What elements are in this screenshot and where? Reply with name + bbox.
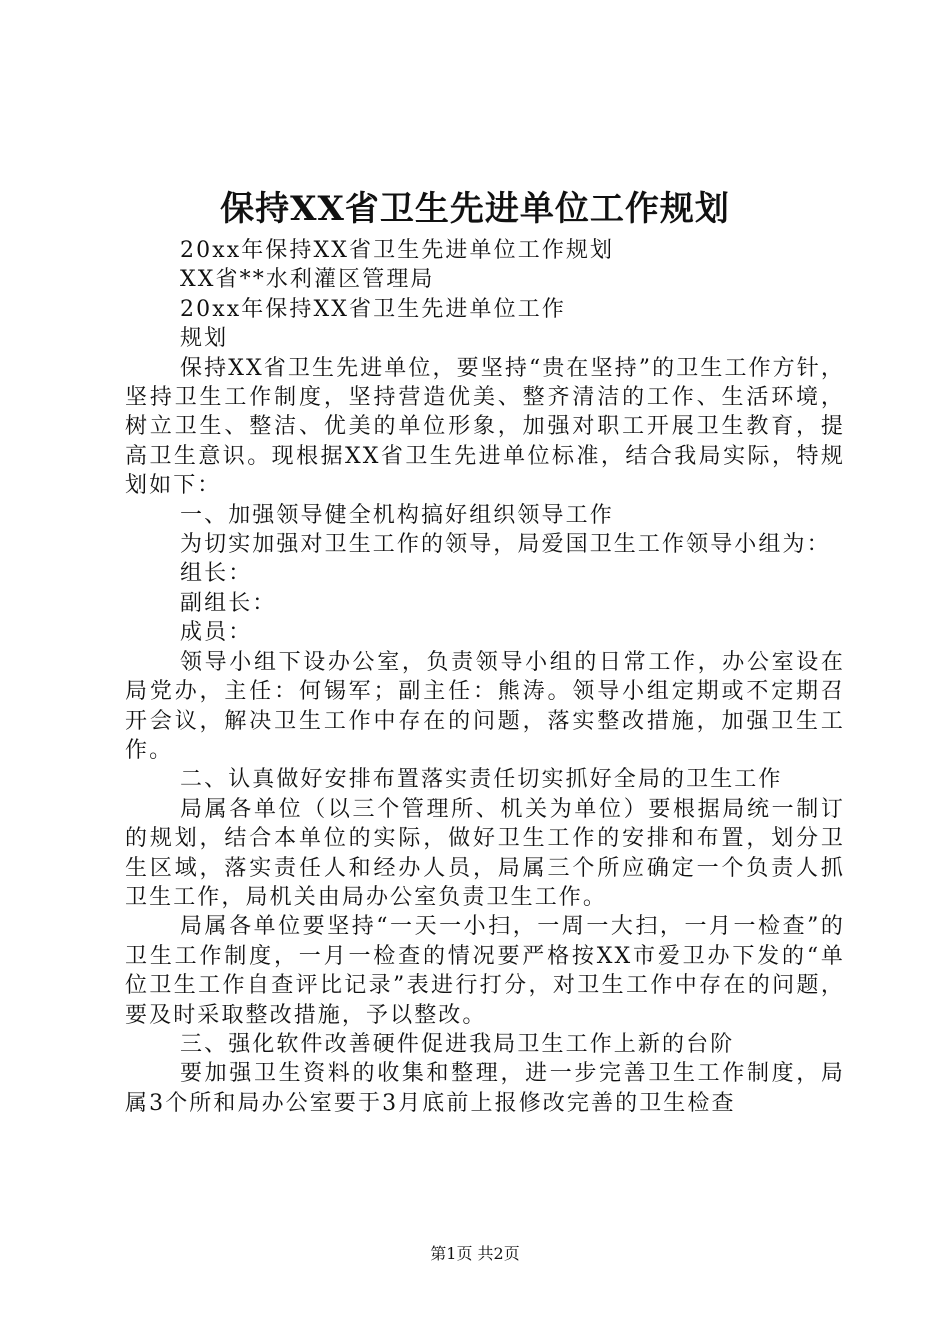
paragraph: 20xx年保持XX省卫生先进单位工作 bbox=[180, 296, 566, 322]
paragraph: 领导小组下设办公室，负责领导小组的日常工作，办公室设在局党办，主任：何锡军；副主任：熊涛。领导小组定期或不定期召开会议，解决卫生工作中存在的问题，落实整改措施，加强卫生工作。 bbox=[125, 649, 845, 763]
paragraph: 局属各单位（以三个管理所、机关为单位）要根据局统一制订的规划，结合本单位的实际，做好卫生工作的安排和布置，划分卫生区域，落实责任人和经办人员，局属三个所应确定一个负责人抓卫生工作，局机关由局办公室负责卫生工作。 bbox=[125, 796, 845, 910]
paragraph: 成员： bbox=[180, 620, 253, 646]
paragraph: 组长： bbox=[180, 561, 253, 587]
section-heading: 二、认真做好安排布置落实责任切实抓好全局的卫生工作 bbox=[180, 767, 783, 793]
document-title: 保持XX省卫生先进单位工作规划 bbox=[220, 189, 730, 229]
page-footer: 第1页 共2页 bbox=[430, 1244, 520, 1263]
section-heading: 三、强化软件改善硬件促进我局卫生工作上新的台阶 bbox=[180, 1031, 735, 1057]
paragraph: 保持XX省卫生先进单位，要坚持“贵在坚持”的卫生工作方针，坚持卫生工作制度，坚持营造优美、整齐清洁的工作、生活环境，树立卫生、整洁、优美的单位形象，加强对职工开展卫生教育，提高卫生意识。现根据XX省卫生先进单位标准，结合我局实际，特规划如下： bbox=[125, 355, 845, 499]
paragraph: 副组长： bbox=[180, 590, 277, 616]
document-body bbox=[125, 236, 845, 1118]
paragraph: 局属各单位要坚持“一天一小扫，一周一大扫，一月一检查”的卫生工作制度，一月一检查的情况要严格按XX市爱卫办下发的“单位卫生工作自查评比记录”表进行打分，对卫生工作中存在的问题，要及时采取整改措施，予以整改。 bbox=[125, 914, 845, 1028]
section-heading: 一、加强领导健全机构搞好组织领导工作 bbox=[180, 502, 614, 528]
paragraph: 要加强卫生资料的收集和整理，进一步完善卫生工作制度，局属3个所和局办公室要于3月底前上报修改完善的卫生检查 bbox=[125, 1061, 845, 1116]
paragraph: 规划 bbox=[180, 326, 229, 352]
paragraph: 为切实加强对卫生工作的领导，局爱国卫生工作领导小组为： bbox=[180, 532, 831, 558]
paragraph: XX省**水利灌区管理局 bbox=[180, 267, 435, 293]
paragraph: 20xx年保持XX省卫生先进单位工作规划 bbox=[180, 238, 615, 263]
